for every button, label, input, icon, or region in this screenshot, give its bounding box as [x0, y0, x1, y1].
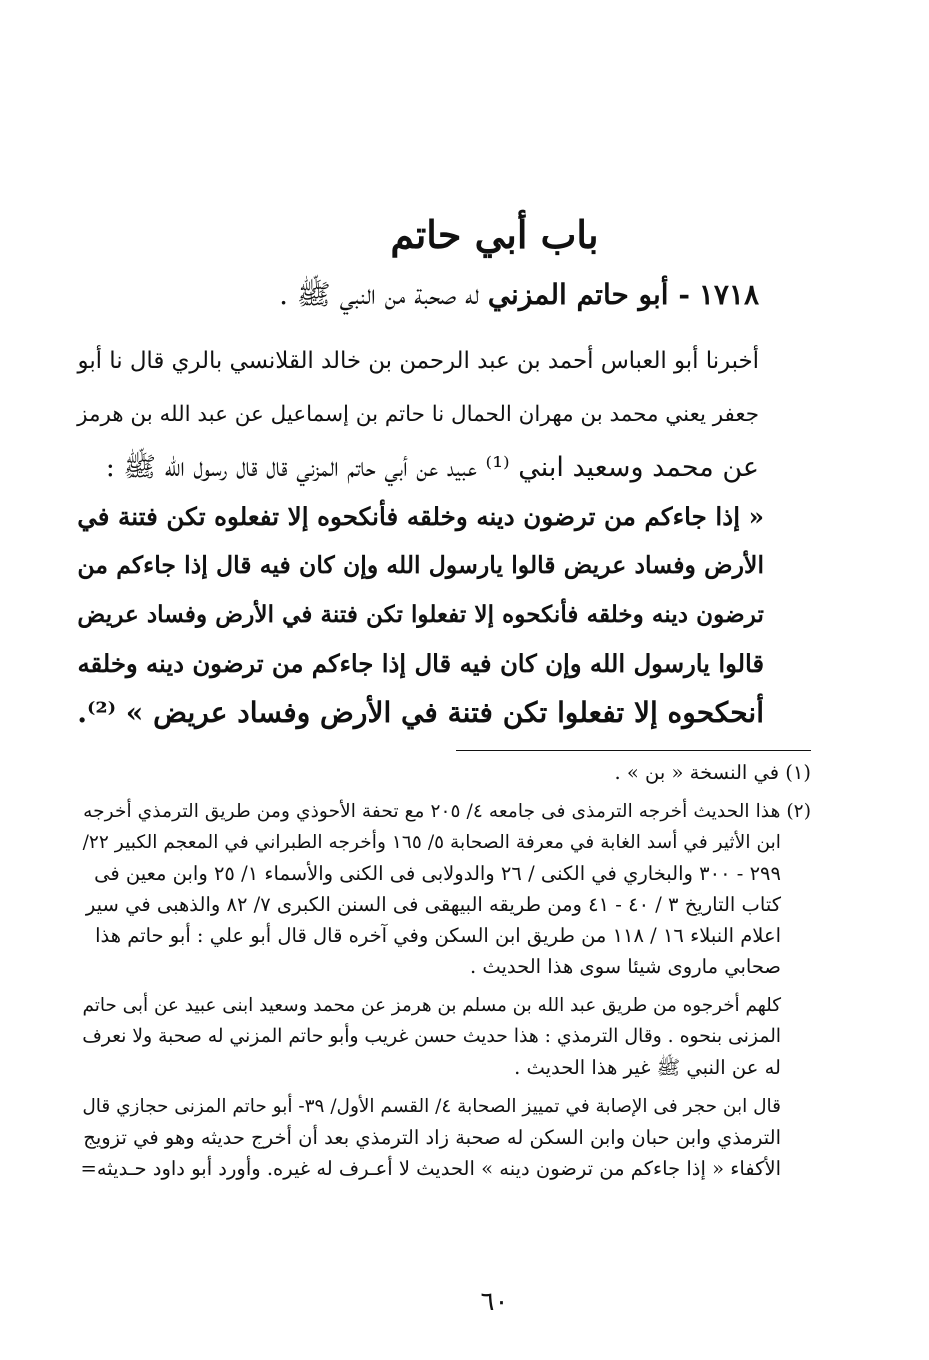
footnote-line: (١) في النسخة « بن » .: [614, 761, 811, 784]
footnote-line: المزنى بنحوه . وقال الترمذي : هذا حديث حسن غريب وأبو حاتم المزني له صحبة ولا نعرف: [82, 1026, 781, 1047]
footnote-line: الأكفاء « إذا جاءكم من ترضون دينه » الحديث لا أعـرف له غيره. وأورد أبو داود حـديثه=: [80, 1157, 781, 1180]
footnote-line: كلهم أخرجوه من طريق عبد الله بن مسلم بن هرمز عن محمد وسعيد ابنى عبيد عن أبى حاتم: [82, 995, 781, 1016]
isnad-line: أخبرنا أبو العباس أحمد بن عبد الرحمن بن خالد القلانسي بالري قال نا أبو: [77, 348, 759, 374]
footnote-line: قال ابن حجر فى الإصابة في تمييز الصحابة ٤/ القسم الأول/ ٣٩- أبو حاتم المزنى حجازي قال: [82, 1096, 781, 1117]
entry-description: له صحبة من النبي ﷺ .: [279, 278, 479, 311]
isnad-paragraph: [70, 335, 759, 494]
footnote-1: [75, 757, 811, 788]
hadith-text: [70, 492, 764, 737]
footnote-line: صحابي ماروى شيئا سوى هذا الحديث .: [469, 955, 781, 978]
footnote-2: [75, 796, 811, 982]
entry-heading: [60, 275, 759, 315]
hadith-line: « إذا جاءكم من ترضون دينه وخلقه فأنكحوه إلا تفعلوه تكن فتنة في: [77, 502, 764, 531]
footnote-line: الترمذي وابن حبان وابن السكن له صحبة زاد الترمذي بعد أن أخرج حديثه وهو في تزويج: [83, 1126, 781, 1149]
entry-name: - أبو حاتم المزني: [487, 278, 690, 311]
hadith-line: الأرض وفساد عريض قالوا يارسول الله وإن كان فيه قال إذا جاءكم من: [77, 551, 764, 579]
footnote-divider: [456, 750, 811, 751]
footnote-line: كتاب التاريخ ٣ / ٤٠ - ٤١ ومن طريقه البيهقى فى السنن الكبرى ٧/ ٨٢ والذهبى في سير: [85, 893, 781, 916]
hadith-line: قالوا يارسول الله وإن كان فيه قال إذا جاءكم من ترضون دينه وخلقه: [77, 649, 764, 678]
footnote-line: ابن الأثير في أسد الغابة في معرفة الصحابة ٥/ ١٦٥ وأخرجه الطبراني في المعجم الكبير ٢٢/: [82, 832, 781, 853]
footnote-line: ٢٩٩ - ٣٠٠ والبخاري في الكنى / ٢٦ والدولابى فى الكنى والأسماء ١/ ٢٥ وابن معين فى: [94, 862, 781, 885]
footnote-2-continued: [75, 990, 811, 1083]
page-number: ٦٠: [480, 1287, 509, 1317]
footnote-line: (٢) هذا الحديث أخرجه الترمذى فى جامعه ٤/ ٢٠٥ مع تحفة الأحوذي ومن طريق الترمذي أخرجه: [83, 801, 811, 822]
footnote-line: له عن النبي ﷺ غير هذا الحديث .: [514, 1056, 781, 1079]
entry-number: ١٧١٨: [698, 278, 759, 311]
isnad-line: عن محمد وسعيد ابني ⁽¹⁾ عبيد عن أبي حاتم المزني قال قال رسول الله ﷺ :: [105, 452, 759, 483]
footnote-2-ibn-hajar: [75, 1091, 811, 1184]
isnad-line: جعفر يعني محمد بن مهران الحمال نا حاتم بن إسماعيل عن عبد الله بن هرمز: [77, 402, 759, 427]
footnote-line: اعلام النبلاء ١٦ / ١١٨ من طريق ابن السكن وفي آخره قال قال أبو علي : أبو حاتم هذا: [95, 924, 781, 947]
hadith-line: أنحكحوه إلا تفعلوا تكن فتنة في الأرض وفساد عريض » ⁽²⁾.: [77, 696, 764, 729]
chapter-title: باب أبي حاتم: [390, 212, 599, 257]
hadith-line: ترضون دينه وخلقه فأنكحوه إلا تفعلوا تكن فتنة في الأرض وفساد عريض: [77, 601, 764, 628]
footnotes: [75, 757, 811, 1192]
